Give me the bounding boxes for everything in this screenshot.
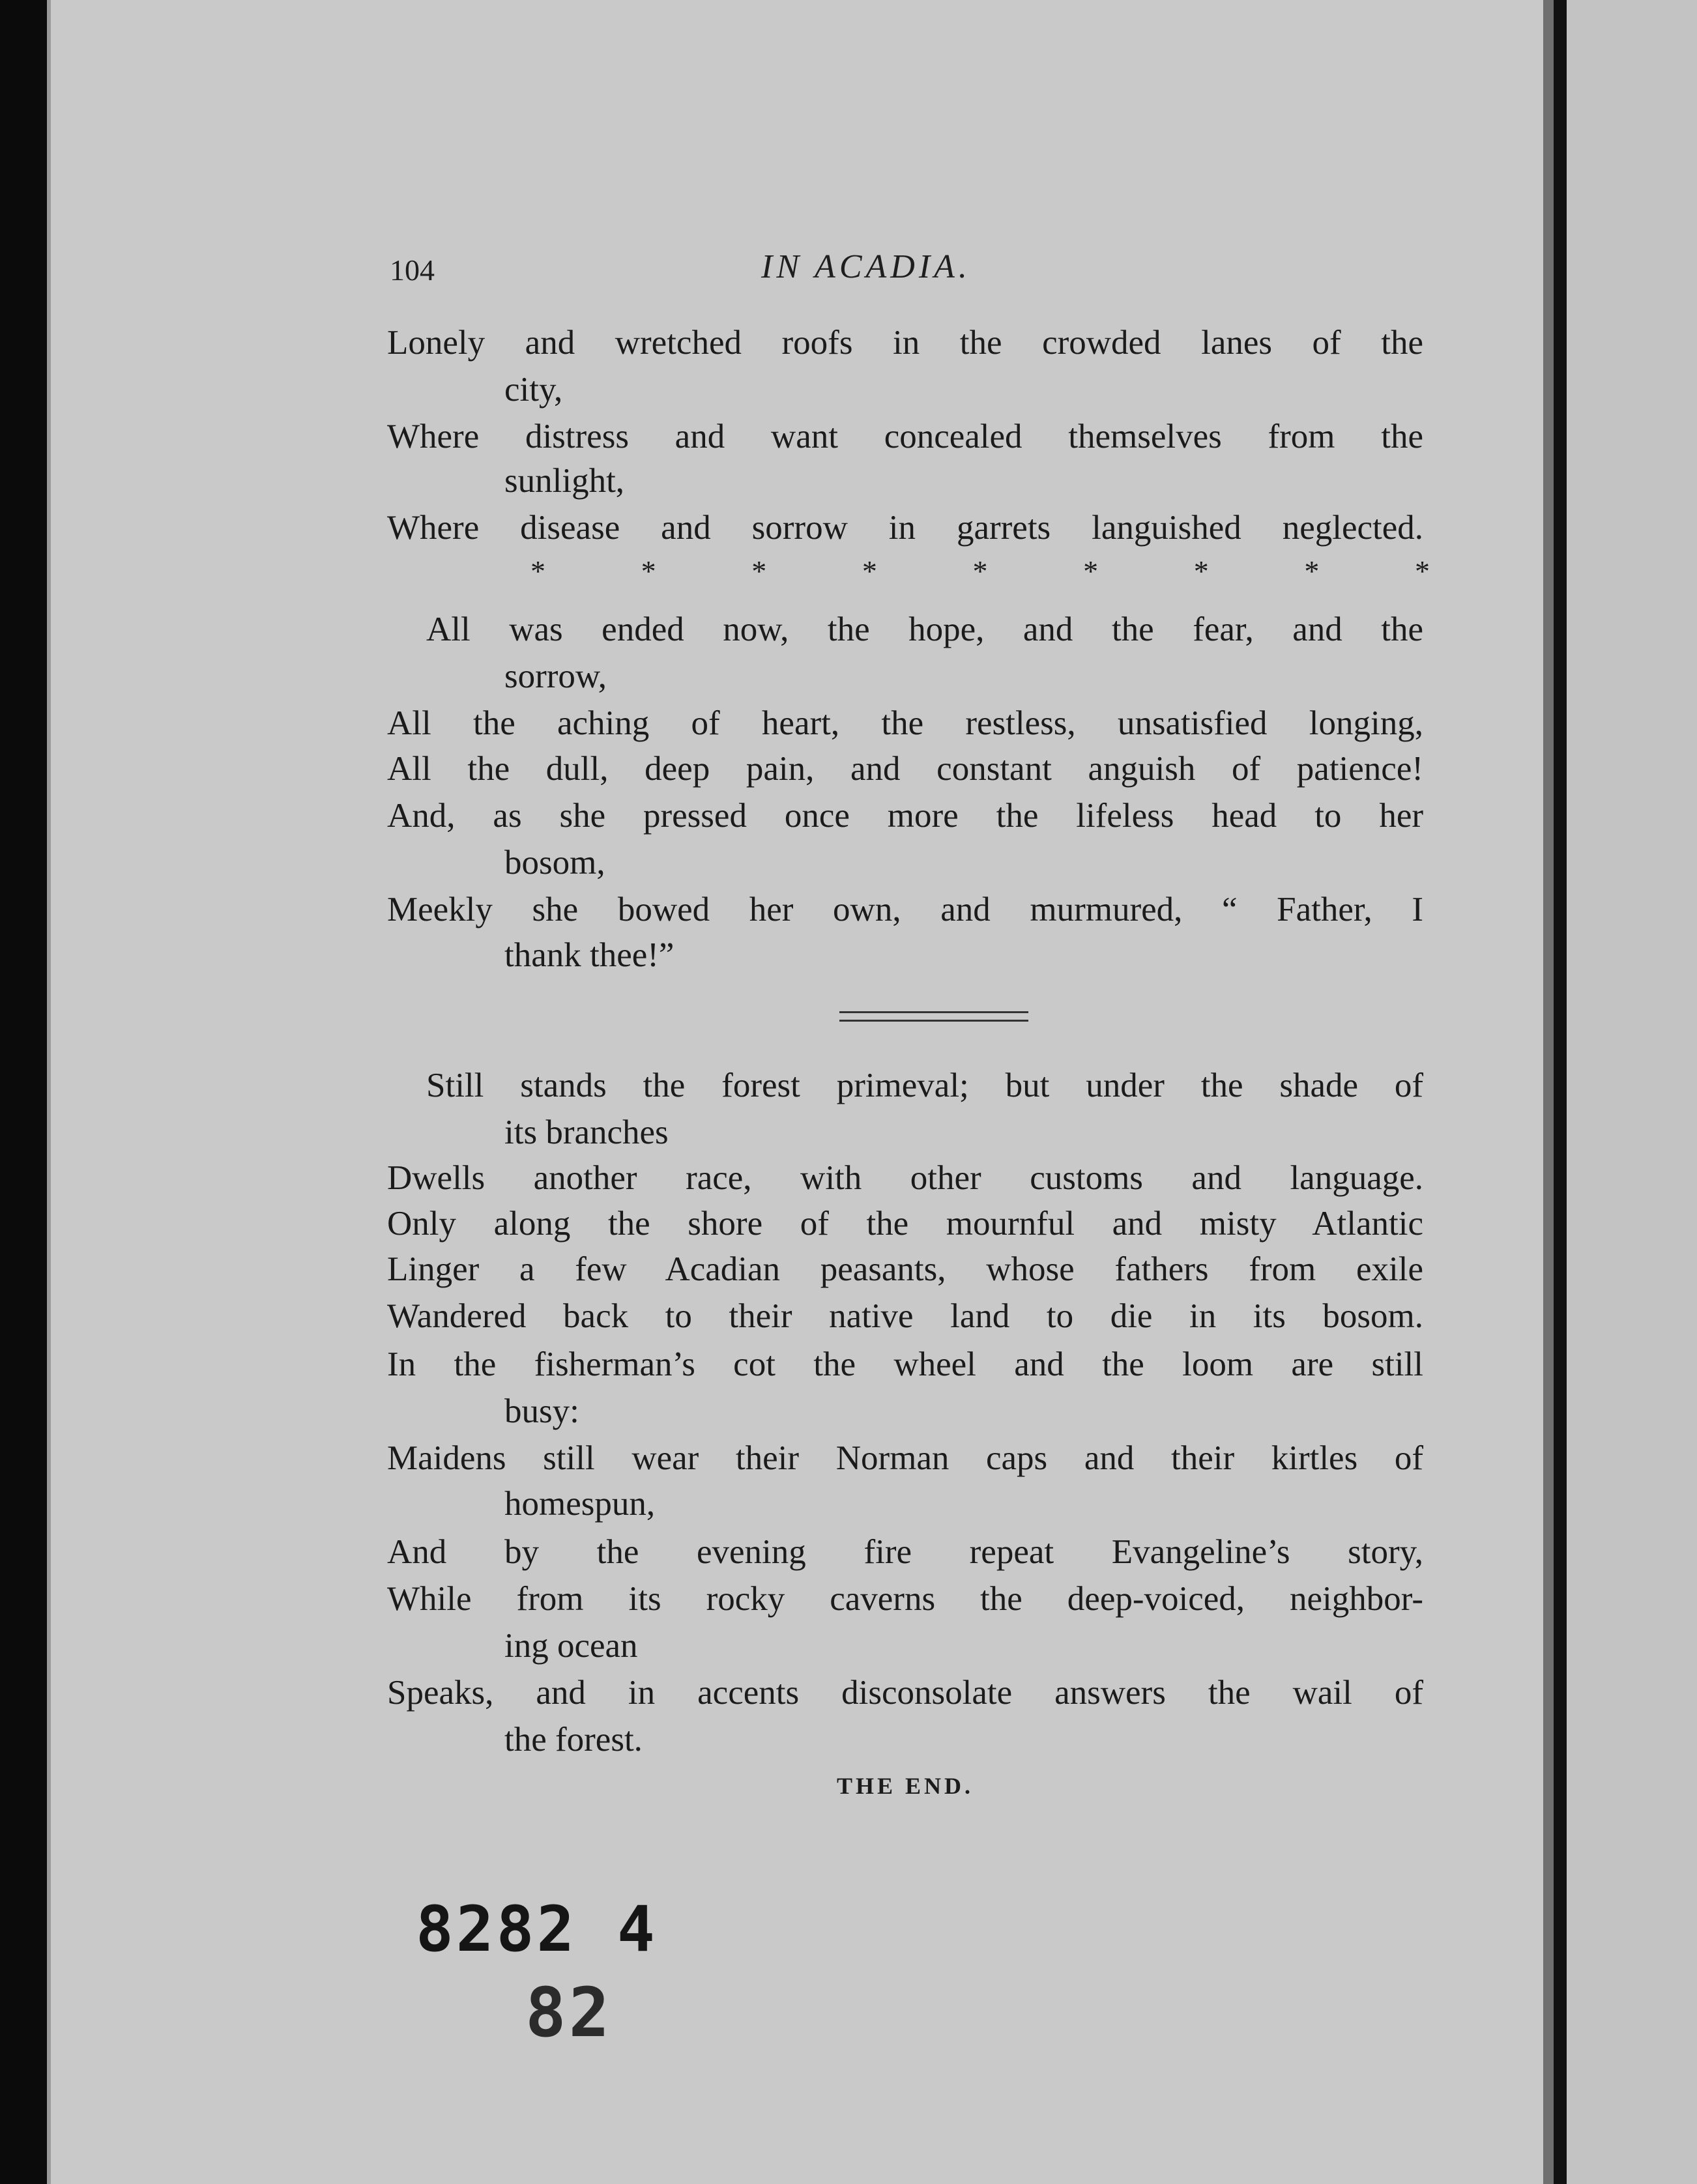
- verse-line-continuation: city,: [504, 371, 563, 409]
- verse-line: All was ended now, the hope, and the fear, and the: [426, 611, 1423, 648]
- divider-star: *: [862, 554, 877, 588]
- verse-line-continuation: sorrow,: [504, 657, 607, 695]
- verse-line-continuation: thank thee!”: [504, 936, 674, 974]
- verse-line: Where disease and sorrow in garrets languished neglected.: [387, 509, 1423, 547]
- verse-line-continuation: busy:: [504, 1392, 579, 1430]
- divider-star: *: [641, 554, 656, 588]
- book-page: [47, 0, 1543, 2184]
- verse-line: Only along the shore of the mournful and misty Atlantic: [387, 1205, 1423, 1243]
- verse-line: Speaks, and in accents disconsolate answers the wail of: [387, 1674, 1423, 1712]
- verse-line: Still stands the forest primeval; but under the shade of: [426, 1067, 1423, 1104]
- verse-line-continuation: ing ocean: [504, 1627, 638, 1665]
- verse-line: Where distress and want concealed themselves from the: [387, 418, 1423, 455]
- verse-line: Maidens still wear their Norman caps and their kirtles of: [387, 1439, 1423, 1477]
- page-number: 104: [390, 253, 435, 287]
- divider-star: *: [1083, 554, 1099, 588]
- verse-line: In the fisherman’s cot the wheel and the loom are still: [387, 1345, 1423, 1383]
- verse-line: Meekly she bowed her own, and murmured, “ Father, I: [387, 891, 1423, 928]
- accession-stamp: 8282 4: [416, 1893, 658, 1966]
- verse-line: All the aching of heart, the restless, unsatisfied longing,: [387, 704, 1423, 742]
- adjacent-page-edge: [1554, 0, 1567, 2184]
- section-divider-stars: [530, 554, 1430, 588]
- running-title: IN ACADIA.: [761, 248, 971, 285]
- verse-line-continuation: its branches: [504, 1114, 669, 1151]
- divider-star: *: [1304, 554, 1320, 588]
- verse-line-continuation: the forest.: [504, 1721, 643, 1759]
- section-divider-rule: [839, 1011, 1028, 1022]
- divider-star: *: [751, 554, 767, 588]
- verse-line: While from its rocky caverns the deep-voiced, neighbor-: [387, 1580, 1423, 1618]
- verse-line-continuation: bosom,: [504, 844, 605, 882]
- verse-line: Wandered back to their native land to die in its bosom.: [387, 1297, 1423, 1335]
- divider-star: *: [1193, 554, 1209, 588]
- adjacent-page: [1567, 0, 1697, 2184]
- divider-star: *: [972, 554, 988, 588]
- accession-stamp-secondary: 82: [525, 1973, 613, 2052]
- verse-line: And, as she pressed once more the lifeless head to her: [387, 797, 1423, 835]
- divider-star: *: [1415, 554, 1430, 588]
- verse-line-continuation: sunlight,: [504, 462, 625, 500]
- divider-star: *: [530, 554, 545, 588]
- verse-line: And by the evening fire repeat Evangeline’s story,: [387, 1533, 1423, 1571]
- the-end-label: THE END.: [836, 1773, 974, 1799]
- page-fore-edge: [1543, 0, 1554, 2184]
- verse-line-continuation: homespun,: [504, 1485, 656, 1523]
- verse-line: Lonely and wretched roofs in the crowded lanes of the: [387, 324, 1423, 362]
- verse-line: Dwells another race, with other customs and language.: [387, 1159, 1423, 1197]
- verse-line: Linger a few Acadian peasants, whose fathers from exile: [387, 1250, 1423, 1288]
- running-head: [51, 248, 1543, 293]
- verse-line: All the dull, deep pain, and constant anguish of patience!: [387, 750, 1423, 788]
